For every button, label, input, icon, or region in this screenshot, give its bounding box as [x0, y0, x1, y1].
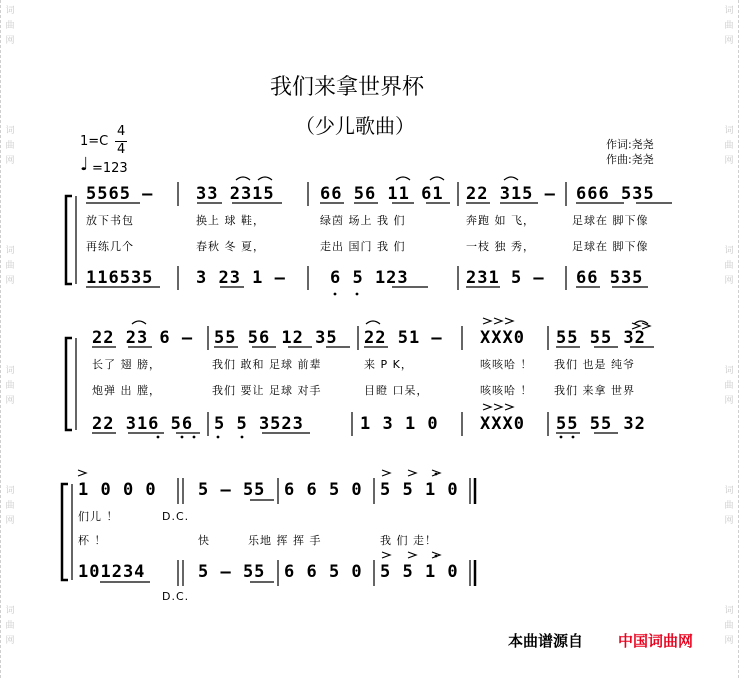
- s1-verse1-bar3: 绿茵 场上 我 们: [320, 214, 406, 227]
- composer-credit: 作曲:尧尧: [606, 153, 654, 166]
- watermark-char: 词: [724, 366, 734, 376]
- s3-verse2-bar1: 杯 ！: [78, 534, 107, 547]
- s2-verse1-bar5: 我们 也是 纯爷: [554, 358, 635, 371]
- s3-harmony-bar3: 6 6 5 0: [284, 562, 363, 582]
- s1-verse1-bar5: 足球在 脚下像: [572, 214, 649, 227]
- s2-verse2-bar3: 目瞪 口呆，: [364, 384, 429, 397]
- s2-verse2-bar4: 咳咳哈 ！: [480, 384, 533, 397]
- watermark-char: 曲: [724, 261, 734, 271]
- watermark-char: 曲: [5, 141, 15, 151]
- s3-dc-marking: D.C.: [162, 510, 190, 523]
- s1-verse2-bar4: 一枝 独 秀，: [466, 240, 535, 253]
- watermark-char: 曲: [724, 141, 734, 151]
- watermark-char: 曲: [724, 381, 734, 391]
- s2-verse1-bar1: 长了 翅 膀，: [92, 358, 161, 371]
- s2-melody-bar1: 22 23 6 –: [92, 328, 194, 348]
- watermark-char: 词: [724, 606, 734, 616]
- watermark-char: 曲: [724, 621, 734, 631]
- s2-harmony-bar5: 55 55 32: [556, 414, 646, 434]
- s1-harmony-bar2: 3 23 1 –: [196, 268, 286, 288]
- watermark-char: 网: [724, 636, 734, 646]
- watermark-char: 词: [5, 606, 15, 616]
- watermark-char: 网: [724, 516, 734, 526]
- watermark-char: 网: [724, 396, 734, 406]
- s3-verse1-bar1: 们儿 ！: [78, 510, 119, 523]
- watermark-char: 词: [5, 246, 15, 256]
- s1-verse2-bar2: 春秋 冬 夏，: [196, 240, 265, 253]
- s2-verse2-bar5: 我们 来拿 世界: [554, 384, 635, 397]
- watermark-char: 网: [5, 36, 15, 46]
- watermark-char: 词: [724, 6, 734, 16]
- source-label: 本曲谱源自: [508, 632, 584, 650]
- watermark-char: 曲: [5, 381, 15, 391]
- site-name-link[interactable]: 中国词曲网: [618, 632, 694, 650]
- watermark-char: 词: [5, 366, 15, 376]
- watermark-char: 曲: [5, 21, 15, 31]
- s1-verse2-bar1: 再练几个: [86, 240, 134, 253]
- watermark-char: 曲: [724, 501, 734, 511]
- tempo-marking: =123: [92, 161, 128, 176]
- watermark-char: 词: [724, 126, 734, 136]
- s1-verse2-bar5: 足球在 脚下像: [572, 240, 649, 253]
- s3-melody-bar4: 5 5 1 0: [380, 480, 459, 500]
- s1-harmony-bar4: 231 5 –: [466, 268, 545, 288]
- watermark-char: 网: [5, 516, 15, 526]
- s1-melody-bar2: 33 2315: [196, 184, 275, 204]
- s2-verse2-bar1: 炮弹 出 膛，: [92, 384, 161, 397]
- s2-verse1-bar4: 咳咳哈 ！: [480, 358, 533, 371]
- s3-verse2-bar4: 我 们 走！: [380, 534, 437, 547]
- s1-melody-bar4: 22 315 –: [466, 184, 556, 204]
- s2-verse2-bar2: 我们 要让 足球 对手: [212, 384, 322, 397]
- s2-melody-bar5: 55 55 32: [556, 328, 646, 348]
- s3-verse2-bar2: 快: [198, 534, 210, 547]
- s1-melody-bar3: 66 56 11 61: [320, 184, 444, 204]
- s2-melody-bar2: 55 56 12 35: [214, 328, 338, 348]
- watermark-char: 网: [5, 156, 15, 166]
- s1-harmony-bar5: 66 535: [576, 268, 644, 288]
- time-signature-top: 4: [117, 124, 126, 139]
- watermark-char: 曲: [5, 261, 15, 271]
- watermark-char: 网: [724, 156, 734, 166]
- s1-verse1-bar2: 换上 球 鞋，: [196, 214, 265, 227]
- watermark-char: 网: [724, 36, 734, 46]
- watermark-char: 网: [5, 276, 15, 286]
- key-signature: 1=C: [80, 134, 109, 149]
- s2-melody-bar3: 22 51 –: [364, 328, 443, 348]
- watermark-char: 词: [724, 246, 734, 256]
- s3-melody-bar1: 1 0 0 0: [78, 480, 157, 500]
- s1-harmony-bar3: 6 5 123: [330, 268, 409, 288]
- watermark-char: 曲: [724, 21, 734, 31]
- s2-harmony-bar4: XXX0: [480, 414, 525, 434]
- watermark-char: 网: [5, 396, 15, 406]
- s2-harmony-bar3: 1 3 1 0: [360, 414, 439, 434]
- quarter-note-icon: ♩: [80, 154, 89, 175]
- watermark-char: 网: [724, 276, 734, 286]
- s2-harmony-bar1: 22 316 56: [92, 414, 194, 434]
- s3-melody-bar3: 6 6 5 0: [284, 480, 363, 500]
- s1-verse1-bar4: 奔跑 如 飞，: [466, 214, 535, 227]
- song-title: 我们来拿世界杯: [270, 75, 425, 100]
- watermark-char: 词: [5, 126, 15, 136]
- watermark-char: 词: [724, 486, 734, 496]
- song-subtitle: （少儿歌曲）: [295, 114, 415, 138]
- s3-harmony-bar1: 101234: [78, 562, 146, 582]
- watermark-char: 词: [5, 6, 15, 16]
- s3-verse2-bar3: 乐地 挥 挥 手: [248, 534, 322, 547]
- watermark-char: 词: [5, 486, 15, 496]
- s3-melody-bar2: 5 – 55: [198, 480, 266, 500]
- s1-melody-bar5: 666 535: [576, 184, 655, 204]
- s2-verse1-bar2: 我们 敢和 足球 前辈: [212, 358, 322, 371]
- watermark-char: 曲: [5, 621, 15, 631]
- s2-harmony-bar2: 5 5 3523: [214, 414, 304, 434]
- s1-melody-bar1: 5565 –: [86, 184, 154, 204]
- s3-harmony-bar4: 5 5 1 0: [380, 562, 459, 582]
- s2-melody-bar4: XXX0: [480, 328, 525, 348]
- s2-verse1-bar3: 来 P K，: [364, 358, 413, 371]
- s1-verse2-bar3: 走出 国门 我 们: [320, 240, 406, 253]
- s1-verse1-bar1: 放下书包: [86, 214, 134, 227]
- watermark-char: 曲: [5, 501, 15, 511]
- s1-harmony-bar1: 116535: [86, 268, 154, 288]
- s3-dc-marking-bottom: D.C.: [162, 590, 190, 603]
- time-signature-bottom: 4: [117, 142, 126, 157]
- watermark-char: 网: [5, 636, 15, 646]
- lyricist-credit: 作词:尧尧: [606, 138, 654, 151]
- s3-harmony-bar2: 5 – 55: [198, 562, 266, 582]
